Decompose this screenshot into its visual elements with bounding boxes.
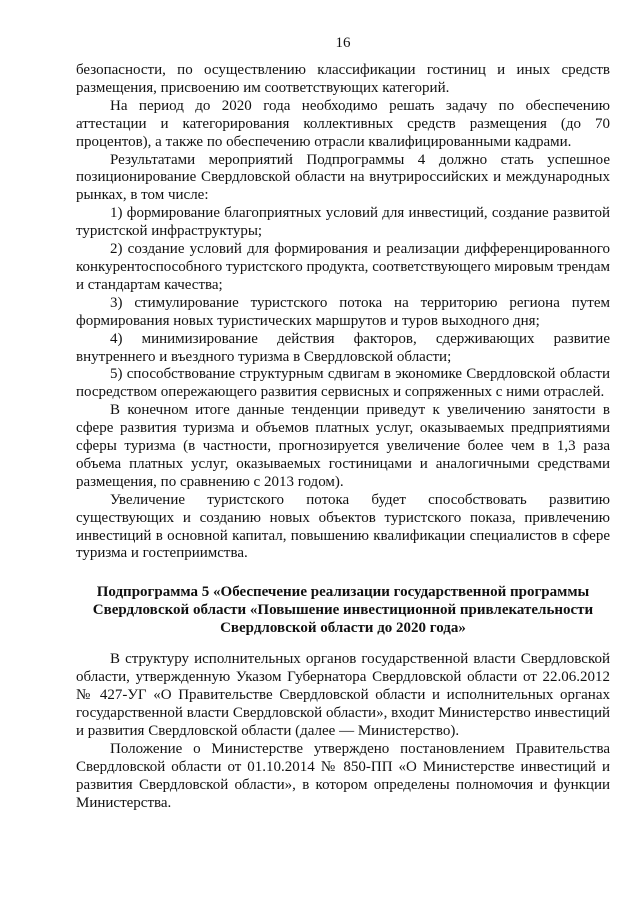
list-item: 3) стимулирование туристского потока на территорию региона путем формирования новых туристических маршрутов и туров выходного дня; xyxy=(76,294,610,329)
section-heading xyxy=(76,583,610,637)
paragraph: безопасности, по осуществлению классификации гостиниц и иных средств размещения, присвоению им соответствующих категорий. xyxy=(76,62,610,96)
list-item: 4) минимизирование действия факторов, сдерживающих развитие внутреннего и въездного туризма в Свердловской области; xyxy=(76,330,610,365)
heading-line: Свердловской области «Повышение инвестиционной привлекательности xyxy=(92,602,594,619)
heading-line: Подпрограмма 5 «Обеспечение реализации государственной программы xyxy=(96,584,590,601)
paragraph: В структуру исполнительных органов государственной власти Свердловской области, утвержденную Указом Губернатора Свердловской области от 22.06.2012 № 427-УГ «О Правительстве Свердловской области и исполнительных органах государственной власти Свердловской области», входит Министерство инвестиций и развития Свердловской области (далее — Министерство). xyxy=(76,651,610,739)
heading-line: Свердловской области до 2020 года» xyxy=(220,620,466,637)
page-number: 16 xyxy=(335,35,351,51)
list-item: 1) формирование благоприятных условий для инвестиций, создание развитой туристской инфраструктуры; xyxy=(76,205,610,240)
paragraph: Результатами мероприятий Подпрограммы 4 должно стать успешное позиционирование Свердловской области на внутрироссийских и международных рынках, в том числе: xyxy=(76,151,610,204)
paragraph: На период до 2020 года необходимо решать задачу по обеспечению аттестации и категорирования коллективных средств размещения (до 70 процентов), а также по обеспечению отрасли квалифицированными кадрами. xyxy=(76,97,610,150)
list-item: 2) создание условий для формирования и реализации дифференцированного конкурентоспособного туристского продукта, соответствующего мировым трендам и стандартам качества; xyxy=(76,241,610,293)
paragraph: Положение о Министерстве утверждено постановлением Правительства Свердловской области от 01.10.2014 № 850-ПП «О Министерстве инвестиций и развития Свердловской области», в котором определены полномочия и функции Министерства. xyxy=(76,740,610,811)
list-item: 5) способствование структурным сдвигам в экономике Свердловской области посредством опережающего развития сервисных и сопряженных с ними отраслей. xyxy=(76,366,610,401)
paragraph: В конечном итоге данные тенденции приведут к увеличению занятости в сфере развития туризма и объемов платных услуг, оказываемых предприятиями сферы туризма (в частности, прогнозируется увеличение более чем в 1,3 раза объема платных услуг, оказываемых гостиницами и аналогичными средствами размещения, по сравнению с 2013 годом). xyxy=(76,402,610,490)
paragraph: Увеличение туристского потока будет способствовать развитию существующих и созданию новых объектов туристского показа, привлечению инвестиций в основной капитал, повышению квалификации специалистов в сфере туризма и гостеприимства. xyxy=(76,491,610,562)
